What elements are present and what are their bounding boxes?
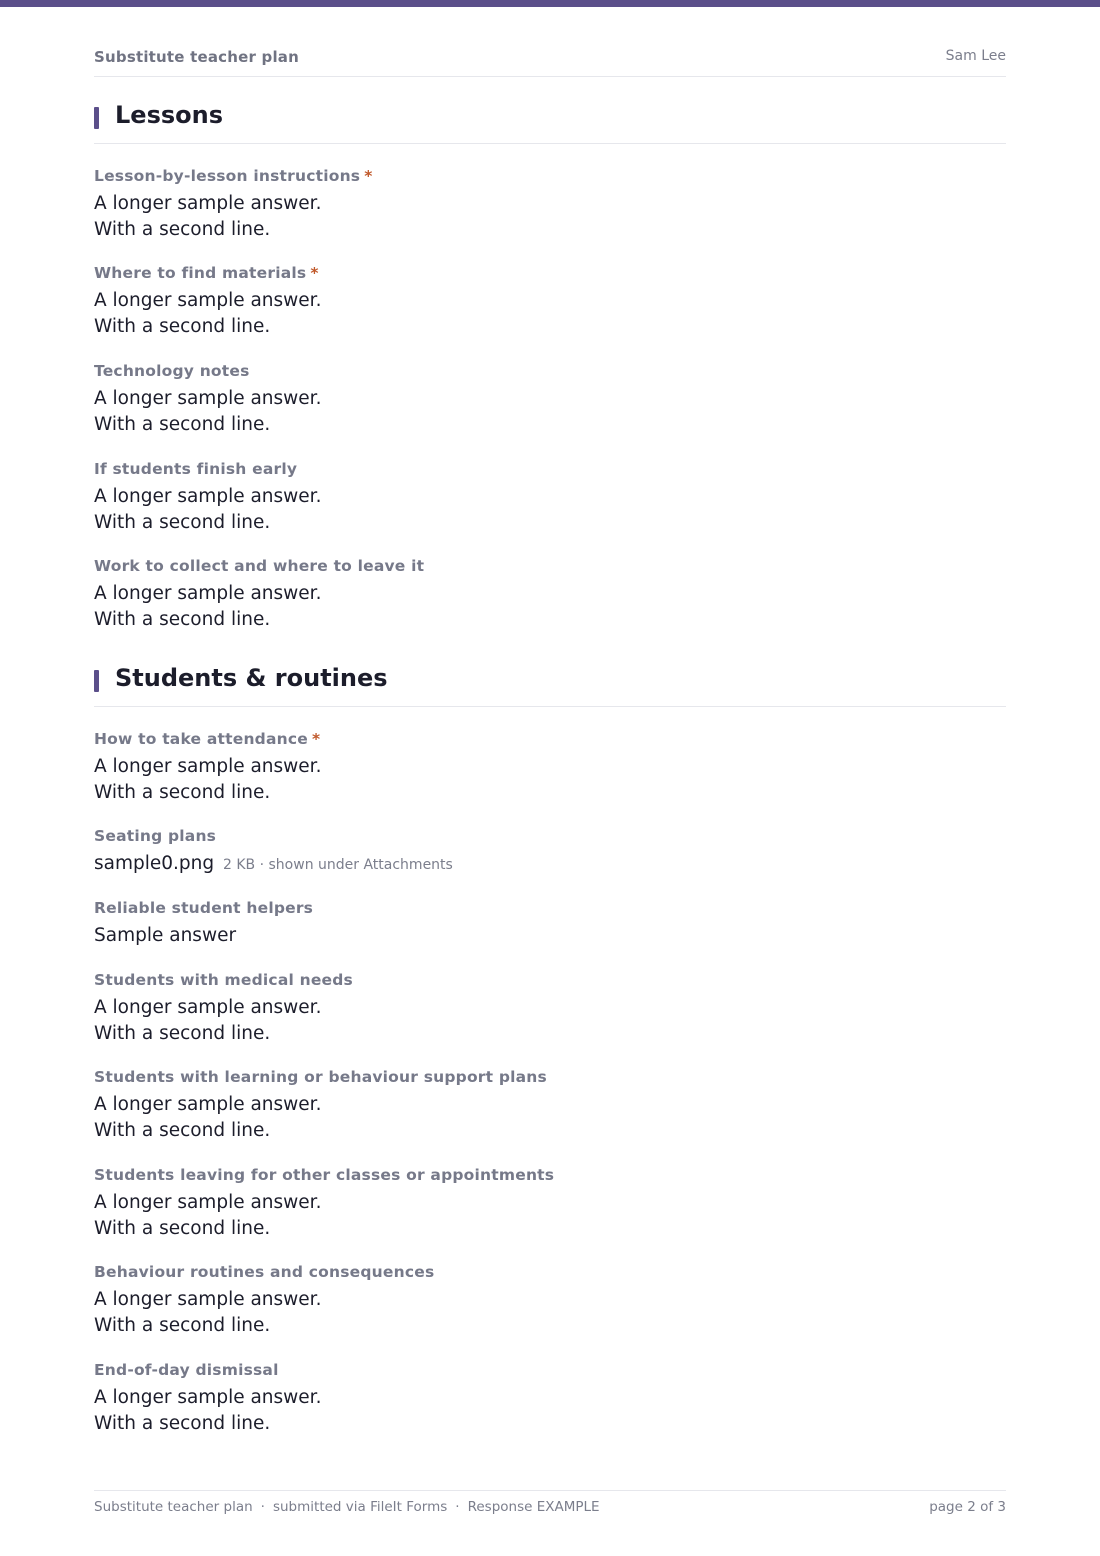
field-label: Work to collect and where to leave it <box>94 557 425 575</box>
field-work-to-collect <box>94 556 1006 633</box>
section-accent-bar <box>94 107 99 129</box>
field-value <box>94 484 1006 536</box>
field-finish-early <box>94 459 1006 536</box>
field-value <box>94 191 1006 243</box>
field-support-plans <box>94 1067 1006 1144</box>
field-value <box>94 923 1006 949</box>
field-medical-needs <box>94 970 1006 1047</box>
section-header <box>94 101 1006 144</box>
section-title: Lessons <box>115 101 223 129</box>
field-value <box>94 1287 1006 1339</box>
value-line: A longer sample answer. <box>94 486 322 507</box>
value-line: With a second line. <box>94 1218 271 1239</box>
value-line: A longer sample answer. <box>94 193 322 214</box>
required-marker: * <box>364 167 373 185</box>
section-students-routines <box>94 664 1006 707</box>
field-dismissal <box>94 1360 1006 1437</box>
value-line: A longer sample answer. <box>94 1094 322 1115</box>
footer-separator: · <box>455 1499 460 1515</box>
required-marker: * <box>310 264 319 282</box>
page-number: page 2 of 3 <box>929 1499 1006 1515</box>
value-line: With a second line. <box>94 1315 271 1336</box>
footer-info <box>94 1499 600 1515</box>
field-value <box>94 288 1006 340</box>
field-value <box>94 851 1006 878</box>
field-value <box>94 1092 1006 1144</box>
value-line: With a second line. <box>94 1120 271 1141</box>
top-accent-bar <box>0 0 1100 7</box>
value-line: A longer sample answer. <box>94 756 322 777</box>
attachment-file-meta: 2 KB · shown under Attachments <box>223 857 453 873</box>
field-value <box>94 995 1006 1047</box>
page-footer <box>94 1490 1006 1515</box>
field-label: Reliable student helpers <box>94 899 314 917</box>
value-line: A longer sample answer. <box>94 388 322 409</box>
field-value <box>94 386 1006 438</box>
field-student-helpers <box>94 898 1006 949</box>
field-value <box>94 581 1006 633</box>
footer-doc-title: Substitute teacher plan <box>94 1499 253 1515</box>
section-lessons <box>94 101 1006 144</box>
value-line: Sample answer <box>94 925 237 946</box>
field-lesson-instructions <box>94 166 1006 243</box>
field-label: Behaviour routines and consequences <box>94 1263 435 1281</box>
footer-response-id: Response EXAMPLE <box>467 1499 600 1515</box>
field-value <box>94 754 1006 806</box>
field-label: Seating plans <box>94 827 217 845</box>
section-title: Students & routines <box>115 664 388 692</box>
value-line: With a second line. <box>94 1023 271 1044</box>
field-label: Students with learning or behaviour support plans <box>94 1068 547 1086</box>
value-line: With a second line. <box>94 1413 271 1434</box>
footer-submitted-via: submitted via FileIt Forms <box>272 1499 448 1515</box>
field-technology-notes <box>94 361 1006 438</box>
value-line: With a second line. <box>94 609 271 630</box>
field-label <box>94 263 1006 283</box>
field-label: Students with medical needs <box>94 971 353 989</box>
attachment-file-name[interactable]: sample0.png <box>94 853 215 874</box>
footer-separator: · <box>260 1499 265 1515</box>
page-header <box>94 48 1006 77</box>
field-seating-plans <box>94 826 1006 878</box>
field-value <box>94 1385 1006 1437</box>
value-line: A longer sample answer. <box>94 1387 322 1408</box>
value-line: With a second line. <box>94 782 271 803</box>
field-value <box>94 1190 1006 1242</box>
field-students-leaving <box>94 1165 1006 1242</box>
field-label: If students finish early <box>94 460 298 478</box>
value-line: A longer sample answer. <box>94 583 322 604</box>
value-line: With a second line. <box>94 512 271 533</box>
value-line: With a second line. <box>94 219 271 240</box>
field-behaviour-routines <box>94 1262 1006 1339</box>
field-attendance <box>94 729 1006 806</box>
field-materials <box>94 263 1006 340</box>
section-accent-bar <box>94 670 99 692</box>
field-label-text: Where to find materials <box>94 264 307 282</box>
field-label <box>94 166 1006 186</box>
document-title: Substitute teacher plan <box>94 48 299 66</box>
value-line: A longer sample answer. <box>94 1289 322 1310</box>
value-line: A longer sample answer. <box>94 997 322 1018</box>
field-label-text: How to take attendance <box>94 730 308 748</box>
value-line: A longer sample answer. <box>94 1192 322 1213</box>
value-line: A longer sample answer. <box>94 290 322 311</box>
field-label: End-of-day dismissal <box>94 1361 279 1379</box>
field-label-text: Lesson-by-lesson instructions <box>94 167 361 185</box>
required-marker: * <box>311 730 321 748</box>
field-label <box>94 729 1006 749</box>
field-label: Technology notes <box>94 362 250 380</box>
section-header <box>94 664 1006 707</box>
field-label: Students leaving for other classes or appointments <box>94 1166 555 1184</box>
value-line: With a second line. <box>94 414 271 435</box>
author-name: Sam Lee <box>945 48 1006 64</box>
value-line: With a second line. <box>94 316 271 337</box>
